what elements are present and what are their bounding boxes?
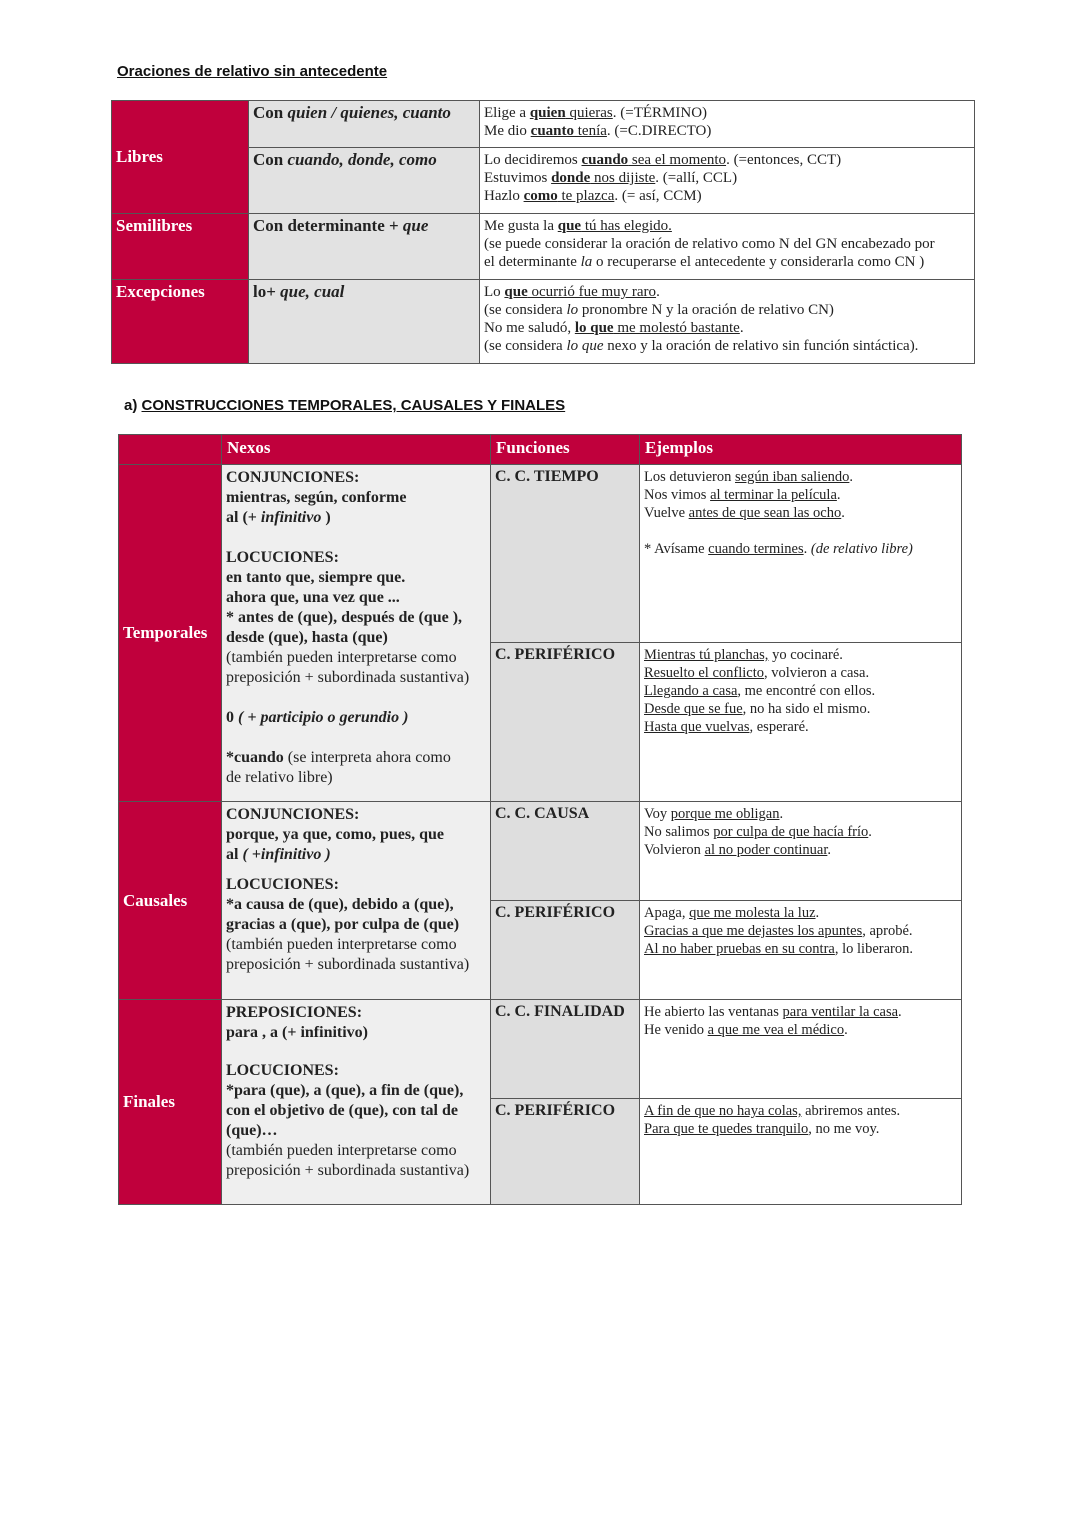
ejemplos-periferico-final: A fin de que no haya colas, abriremos antes. Para que te quedes tranquilo, no me voy.	[640, 1099, 962, 1205]
funcion-periferico-final: C. PERIFÉRICO	[491, 1099, 640, 1205]
examples-cell: Lo decidiremos cuando sea el momento. (=entonces, CCT) Estuvimos donde nos dijiste. (=allí, CCL) Hazlo como te plazca. (= así, CCM)	[480, 148, 975, 214]
ejemplos-cc-causa: Voy porque me obligan. No salimos por culpa de que hacía frío. Volvieron al no poder continuar.	[640, 802, 962, 901]
category-semilibres: Semilibres	[112, 214, 249, 280]
examples-cell: Elige a quien quieras. (=TÉRMINO) Me dio cuanto tenía. (=C.DIRECTO)	[480, 101, 975, 148]
nexos-finales: PREPOSICIONES: para , a (+ infinitivo) LOCUCIONES: *para (que), a (que), a fin de (que), con el objetivo de (que), con tal de (que)… (también pueden interpretarse como preposición + subordinada sustantiva)	[222, 1000, 491, 1205]
header-empty	[119, 435, 222, 465]
examples-cell: Me gusta la que tú has elegido. (se puede considerar la oración de relativo como N del GN encabezado por el determinante la o recuperarse el antecedente y considerarla como CN )	[480, 214, 975, 280]
funcion-cc-tiempo: C. C. TIEMPO	[491, 465, 640, 643]
funcion-cc-causa: C. C. CAUSA	[491, 802, 640, 901]
ejemplos-periferico-causal: Apaga, que me molesta la luz. Gracias a que me dejastes los apuntes, aprobé. Al no haber pruebas en su contra, lo liberaron.	[640, 901, 962, 1000]
funcion-periferico-causal: C. PERIFÉRICO	[491, 901, 640, 1000]
nexos-causales: CONJUNCIONES: porque, ya que, como, pues, que al ( +infinitivo ) LOCUCIONES: *a causa de (que), debido a (que), gracias a (que), por culpa de (que) (también pueden interpretarse como preposición + subordinada sustantiva)	[222, 802, 491, 1000]
header-ejemplos: Ejemplos	[640, 435, 962, 465]
examples-cell: Lo que ocurrió fue muy raro. (se considera lo pronombre N y la oración de relativo CN) No me saludó, lo que me molestó bastante. (se considera lo que nexo y la oración de relativo sin función sintáctica).	[480, 280, 975, 364]
category-temporales: Temporales	[119, 465, 222, 802]
category-causales: Causales	[119, 802, 222, 1000]
ejemplos-cc-finalidad: He abierto las ventanas para ventilar la casa. He venido a que me vea el médico.	[640, 1000, 962, 1099]
category-finales: Finales	[119, 1000, 222, 1205]
ejemplos-cc-tiempo: Los detuvieron según iban saliendo. Nos vimos al terminar la película. Vuelve antes de que sean las ocho. * Avísame cuando termines. (de relativo libre)	[640, 465, 962, 643]
relativas-table	[111, 100, 975, 364]
type-cell: lo+ que, cual	[249, 280, 480, 364]
funcion-cc-finalidad: C. C. FINALIDAD	[491, 1000, 640, 1099]
funcion-periferico-temporal: C. PERIFÉRICO	[491, 643, 640, 802]
type-cell: Con quien / quienes, cuanto	[249, 101, 480, 148]
section1-title: Oraciones de relativo sin antecedente	[117, 63, 388, 80]
category-excepciones: Excepciones	[112, 280, 249, 364]
type-cell: Con cuando, donde, como	[249, 148, 480, 214]
header-nexos: Nexos	[222, 435, 491, 465]
ejemplos-periferico-temporal: Mientras tú planchas, yo cocinaré. Resuelto el conflicto, volvieron a casa. Llegando a casa, me encontré con ellos. Desde que se fue, no ha sido el mismo. Hasta que vuelvas, esperaré.	[640, 643, 962, 802]
section2-title: a) CONSTRUCCIONES TEMPORALES, CAUSALES Y FINALES	[124, 397, 566, 414]
construcciones-table	[118, 434, 962, 1205]
nexos-temporales: CONJUNCIONES: mientras, según, conforme al (+ infinitivo ) LOCUCIONES: en tanto que, siempre que. ahora que, una vez que ... * antes de (que), después de (que ), desde (que), hasta (que) (también pueden interpretarse como preposición + subordinada sustantiva) 0 ( + participio o gerundio ) *cuando (se interpreta ahora como de relativo libre)	[222, 465, 491, 802]
category-libres: Libres	[112, 101, 249, 214]
type-cell: Con determinante + que	[249, 214, 480, 280]
header-funciones: Funciones	[491, 435, 640, 465]
